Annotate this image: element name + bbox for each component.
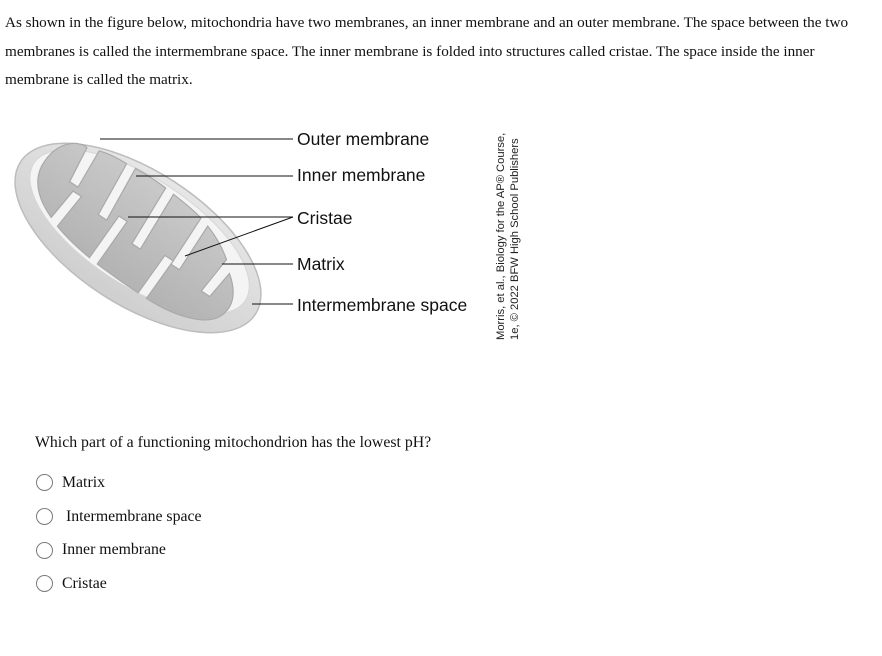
figure-credit [494,133,522,340]
radio-button[interactable] [36,508,53,525]
mitochondrion-diagram [0,118,540,368]
intermembrane-space-label: Intermembrane space [297,295,468,315]
figure-credit-line-2: 1e, © 2022 BFW High School Publishers [509,138,521,340]
mitochondrion-figure [0,118,540,368]
figure-credit-line-1: Morris, et al., Biology for the AP® Course, [495,132,507,340]
answer-options [36,466,202,601]
option-inner-membrane[interactable] [36,533,202,567]
option-label: Inner membrane [62,541,166,559]
radio-button[interactable] [36,542,53,559]
option-label: Intermembrane space [66,507,202,525]
radio-button[interactable] [36,575,53,592]
option-label: Cristae [62,574,107,592]
cristae-label: Cristae [297,208,353,228]
outer-membrane-label: Outer membrane [297,129,430,149]
option-label: Matrix [62,473,105,491]
option-matrix[interactable] [36,466,202,500]
inner-membrane-label: Inner membrane [297,165,426,185]
option-intermembrane-space[interactable] [36,500,202,534]
matrix-label: Matrix [297,254,345,274]
option-cristae[interactable] [36,567,202,601]
radio-button[interactable] [36,474,53,491]
question-text: Which part of a functioning mitochondrion has the lowest pH? [35,434,432,451]
intro-paragraph: As shown in the figure below, mitochondria have two membranes, an inner membrane and an outer membrane. The space between the two membranes is called the intermembrane space. The inner membrane is folded into structures called cristae. The space inside the inner membrane is called the matrix. [5,14,849,88]
